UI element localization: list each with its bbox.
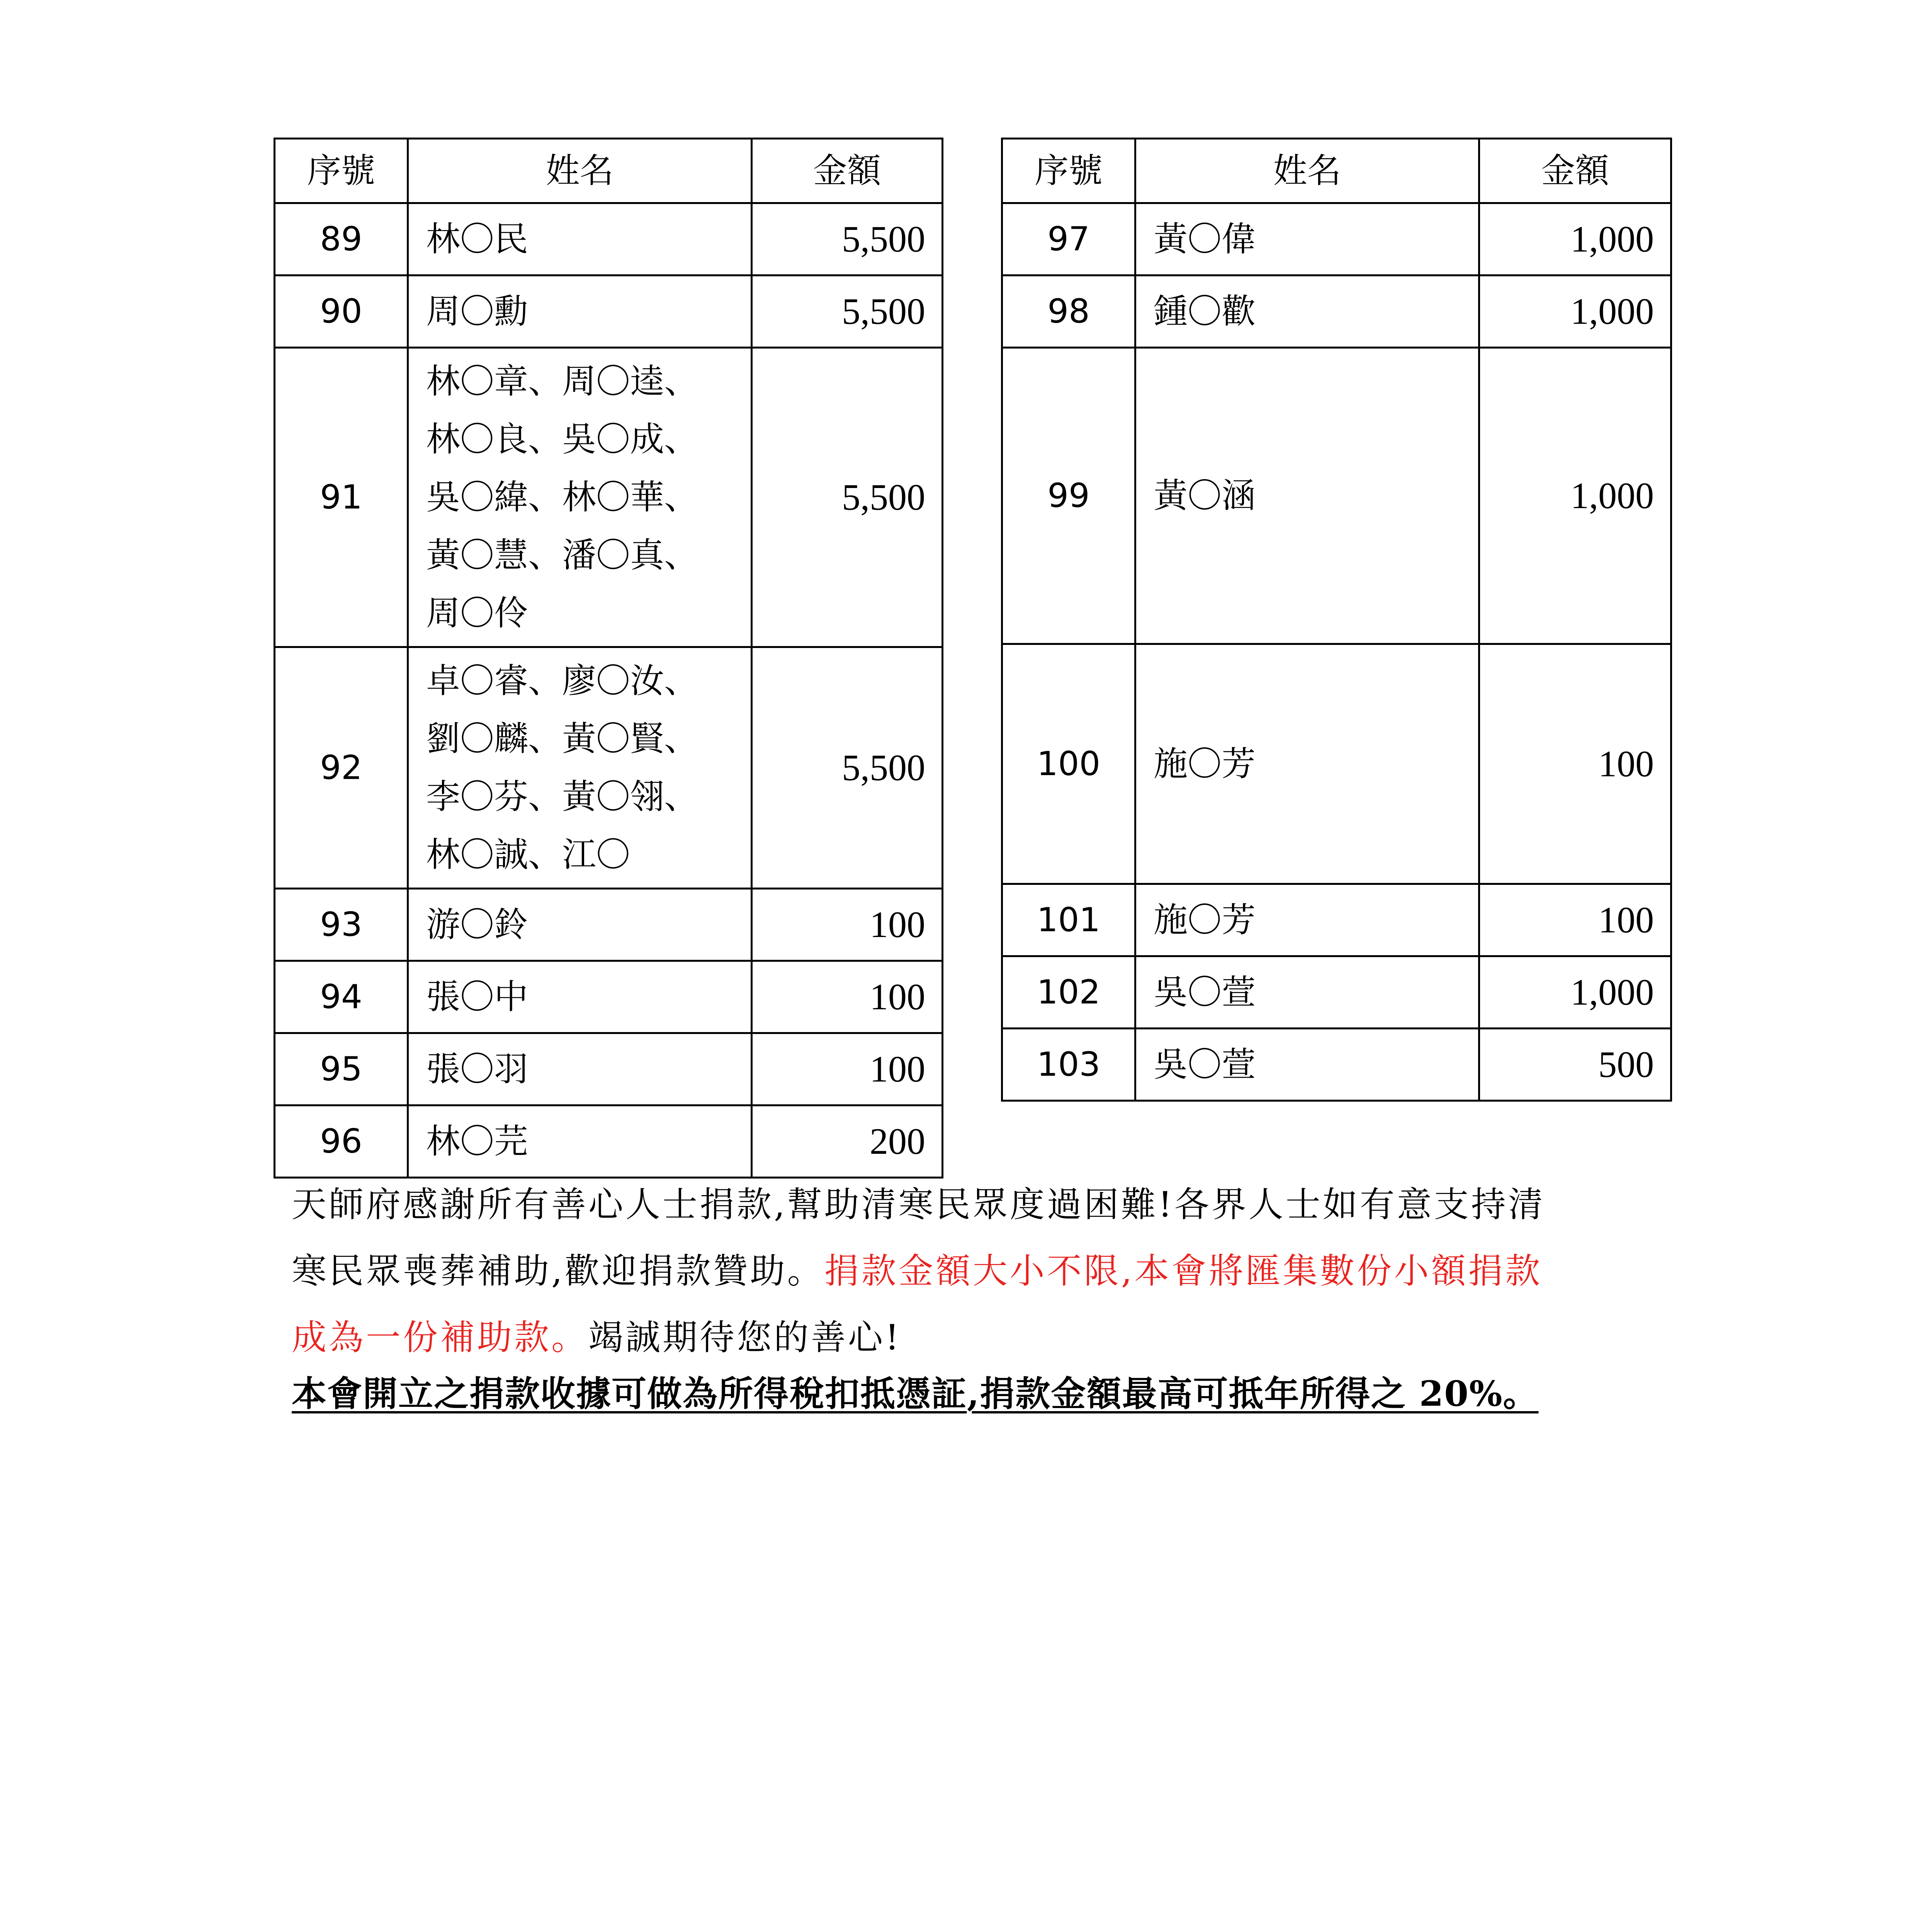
header-serial: 序號	[1002, 139, 1135, 203]
name-line: 卓〇睿、廖〇汝、	[426, 661, 698, 701]
name-cell: 游〇鈴	[408, 889, 752, 961]
thanks-line-2	[292, 1238, 1667, 1304]
table-row	[1002, 348, 1671, 644]
table-row	[1002, 203, 1671, 276]
header-amount: 金額	[1479, 139, 1671, 203]
serial-cell: 93	[275, 889, 408, 961]
header-name: 姓名	[408, 139, 752, 203]
table-row	[1002, 956, 1671, 1029]
amount-cell: 1,000	[1479, 956, 1671, 1029]
name-line: 林〇良、吳〇成、	[426, 419, 698, 459]
amount-cell: 5,500	[752, 348, 943, 647]
highlight-text: 捐款金額大小不限,本會將匯集數份小額捐款	[824, 1251, 1543, 1291]
serial-cell: 89	[275, 203, 408, 276]
highlight-text: 成為一份補助款。	[292, 1317, 588, 1358]
amount-cell: 5,500	[752, 647, 943, 889]
name-cell: 吳〇萱	[1135, 1029, 1479, 1101]
name-cell: 施〇芳	[1135, 884, 1479, 956]
table-row	[275, 276, 943, 348]
table-row	[275, 647, 943, 889]
amount-cell: 1,000	[1479, 203, 1671, 276]
thanks-line-1: 天師府感謝所有善心人士捐款,幫助清寒民眾度過困難!各界人士如有意支持清	[292, 1184, 1545, 1225]
amount-cell: 100	[752, 1033, 943, 1105]
amount-cell: 100	[752, 889, 943, 961]
name-line: 林〇章、周〇逵、	[426, 361, 698, 401]
thanks-line-3	[292, 1304, 1667, 1371]
donation-table-left	[274, 138, 943, 1179]
table-row	[1002, 1029, 1671, 1101]
amount-cell: 500	[1479, 1029, 1671, 1101]
amount-cell: 1,000	[1479, 276, 1671, 348]
table-row	[275, 961, 943, 1033]
donation-table-right	[1001, 138, 1672, 1102]
name-cell: 周〇勳	[408, 276, 752, 348]
name-cell	[408, 647, 752, 889]
name-cell: 張〇羽	[408, 1033, 752, 1105]
serial-cell: 97	[1002, 203, 1135, 276]
serial-cell: 101	[1002, 884, 1135, 956]
table-row	[275, 203, 943, 276]
thanks-text: 寒民眾喪葬補助,歡迎捐款贊助。	[292, 1251, 824, 1291]
header-serial: 序號	[275, 139, 408, 203]
serial-cell: 96	[275, 1105, 408, 1178]
name-cell	[408, 348, 752, 647]
serial-cell: 94	[275, 961, 408, 1033]
tax-deduction-note: 本會開立之捐款收據可做為所得稅扣抵憑証,捐款金額最高可抵年所得之 20%。	[292, 1373, 1539, 1414]
serial-cell: 91	[275, 348, 408, 647]
name-line: 李〇芬、黃〇翎、	[426, 777, 698, 816]
thanks-text: 竭誠期待您的善心!	[588, 1317, 902, 1358]
serial-cell: 98	[1002, 276, 1135, 348]
name-cell: 林〇芫	[408, 1105, 752, 1178]
name-line: 劉〇麟、黃〇賢、	[426, 719, 698, 759]
thanks-paragraph	[292, 1172, 1667, 1371]
name-line: 林〇誠、江〇	[426, 835, 631, 874]
amount-cell: 100	[752, 961, 943, 1033]
serial-cell: 95	[275, 1033, 408, 1105]
amount-cell: 1,000	[1479, 348, 1671, 644]
table-row	[1002, 644, 1671, 884]
table-row	[1002, 884, 1671, 956]
name-line: 周〇伶	[426, 593, 529, 633]
serial-cell: 100	[1002, 644, 1135, 884]
amount-cell: 100	[1479, 884, 1671, 956]
amount-cell: 5,500	[752, 276, 943, 348]
name-cell: 吳〇萱	[1135, 956, 1479, 1029]
name-cell: 施〇芳	[1135, 644, 1479, 884]
serial-cell: 102	[1002, 956, 1135, 1029]
header-name: 姓名	[1135, 139, 1479, 203]
table-row	[1002, 276, 1671, 348]
serial-cell: 99	[1002, 348, 1135, 644]
header-amount: 金額	[752, 139, 943, 203]
name-cell: 林〇民	[408, 203, 752, 276]
serial-cell: 90	[275, 276, 408, 348]
serial-cell: 103	[1002, 1029, 1135, 1101]
table-row	[275, 1033, 943, 1105]
name-cell: 鍾〇歡	[1135, 276, 1479, 348]
amount-cell: 5,500	[752, 203, 943, 276]
amount-cell: 200	[752, 1105, 943, 1178]
name-line: 吳〇緯、林〇華、	[426, 477, 698, 517]
table-row	[275, 889, 943, 961]
name-line: 黃〇慧、潘〇真、	[426, 535, 698, 575]
amount-cell: 100	[1479, 644, 1671, 884]
serial-cell: 92	[275, 647, 408, 889]
name-cell: 張〇中	[408, 961, 752, 1033]
name-cell: 黃〇偉	[1135, 203, 1479, 276]
table-row	[275, 1105, 943, 1178]
table-row	[275, 348, 943, 647]
name-cell: 黃〇涵	[1135, 348, 1479, 644]
